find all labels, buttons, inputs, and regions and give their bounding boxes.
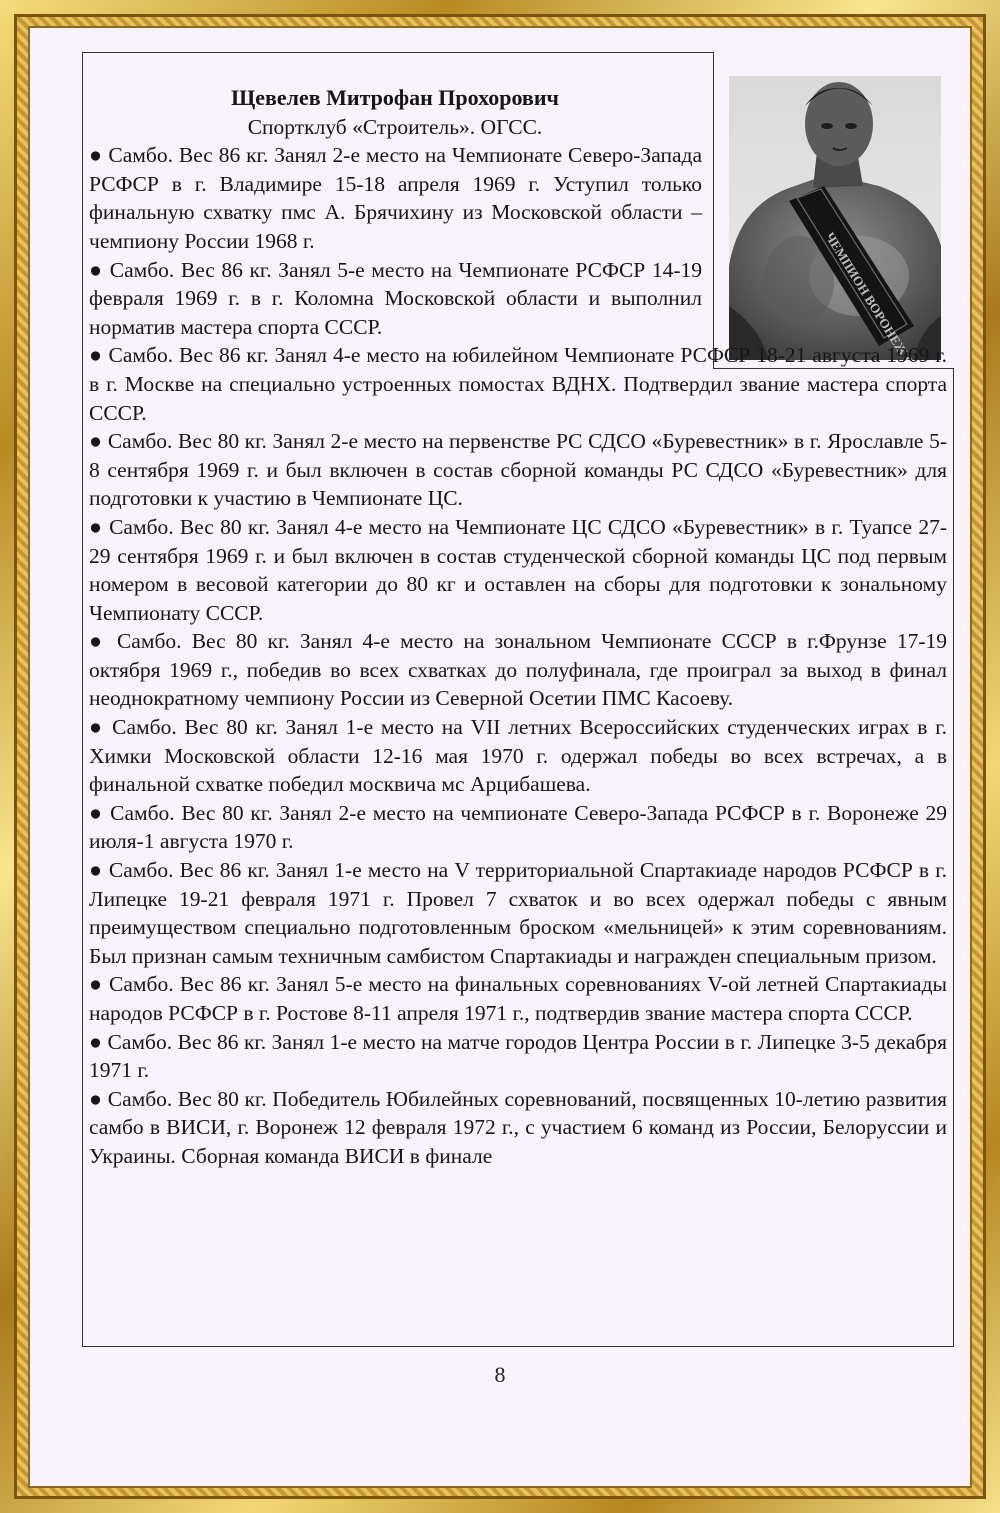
biography-text (89, 84, 947, 1171)
person-name: Щевелев Митрофан Прохорович (231, 85, 559, 110)
achievement-paragraph: ● Самбо. Вес 86 кг. Занял 1-е место на V территориальной Спартакиаде народов РСФСР в г. Липецке 19-21 февраля 1971 г. Провел 7 схваток и во всех одержал победы с явным преимуществом специально подготовленным броском «мельницей» к этим соревнованиям. Был признан самым техничным самбистом Спартакиады и награжден специальным призом. (89, 858, 947, 968)
achievement-paragraph: ● Самбо. Вес 80 кг. Занял 2-е место на первенстве РС СДСО «Буревестник» в г. Ярославле 5-8 сентября 1969 г. и был включен в состав сборной команды РС СДСО «Буревестник» для подготовки к участию в Чемпионате ЦС. (89, 429, 947, 511)
achievement-paragraph: ● Самбо. Вес 80 кг. Занял 4-е место на Чемпионате ЦС СДСО «Буревестник» в г. Туапсе 27-29 сентября 1969 г. и был включен в состав студенческой сборной команды ЦС под первым номером в весовой категории до 80 кг и оставлен на сборы для подготовки к зональному Чемпионату СССР. (89, 514, 947, 625)
achievement-paragraph: ● Самбо. Вес 80 кг. Занял 1-е место на VII летних Всероссийских студенческих играх в г. Химки Московской области 12-16 мая 1970 г. одержал победы во всех встречах, а в финальной схватке победил москвича мс Арцибашева. (89, 715, 947, 797)
achievement-paragraph: ● Самбо. Вес 86 кг. Занял 2-е место на Чемпионате Северо-Запада РСФСР в г. Владимире 15-18 апреля 1969 г. Уступил только финальную схватку пмс А. Брячихину из Московской области – чемпиону России 1968 г. (89, 143, 702, 253)
sport-club: Спортклуб «Строитель». ОГСС. (247, 114, 543, 139)
achievement-paragraph: ● Самбо. Вес 86 кг. Занял 5-е место на Чемпионате РСФСР 14-19 февраля 1969 г. в г. Коломна Московской области и выполнил норматив мастера спорта СССР. (89, 257, 702, 339)
header-block (89, 84, 701, 141)
achievement-paragraph: ● Самбо. Вес 80 кг. Занял 2-е место на чемпионате Северо-Запада РСФСР в г. Воронеже 29 июля-1 августа 1970 г. (89, 800, 947, 854)
achievement-paragraph: ● Самбо. Вес 80 кг. Занял 4-е место на зональном Чемпионате СССР в г.Фрунзе 17-19 октября 1969 г., победив во всех схватках до полуфинала, где проиграл за выход в финал неоднократному чемпиону России из Северной Осетии ПМС Касоеву. (89, 629, 947, 711)
achievement-paragraph: ● Самбо. Вес 86 кг. Занял 4-е место на юбилейном Чемпионате РСФСР 18-21 августа 1969 г. в г. Москве на специально устроенных помостах ВДНХ. Подтвердил звание мастера спорта СССР. (89, 343, 947, 425)
achievement-paragraph: ● Самбо. Вес 86 кг. Занял 5-е место на финальных соревнованиях V-ой летней Спартакиады народов РСФСР в г. Ростове 8-11 апреля 1971 г., подтвердив звание мастера спорта СССР. (89, 972, 947, 1025)
page-number: 8 (494, 1362, 506, 1387)
achievement-paragraph: ● Самбо. Вес 80 кг. Победитель Юбилейных соревнований, посвященных 10-летию развития самбо в ВИСИ, г. Воронеж 12 февраля 1972 г., с участием 6 команд из России, Белоруссии и Украины. Сборная команда ВИСИ в финале (89, 1086, 947, 1168)
achievement-paragraph: ● Самбо. Вес 86 кг. Занял 1-е место на матче городов Центра России в г. Липецке 3-5 декабря 1971 г. (89, 1029, 947, 1083)
sash-label: ЧЕМПИОН ВОРОНЕЖ (822, 229, 911, 359)
